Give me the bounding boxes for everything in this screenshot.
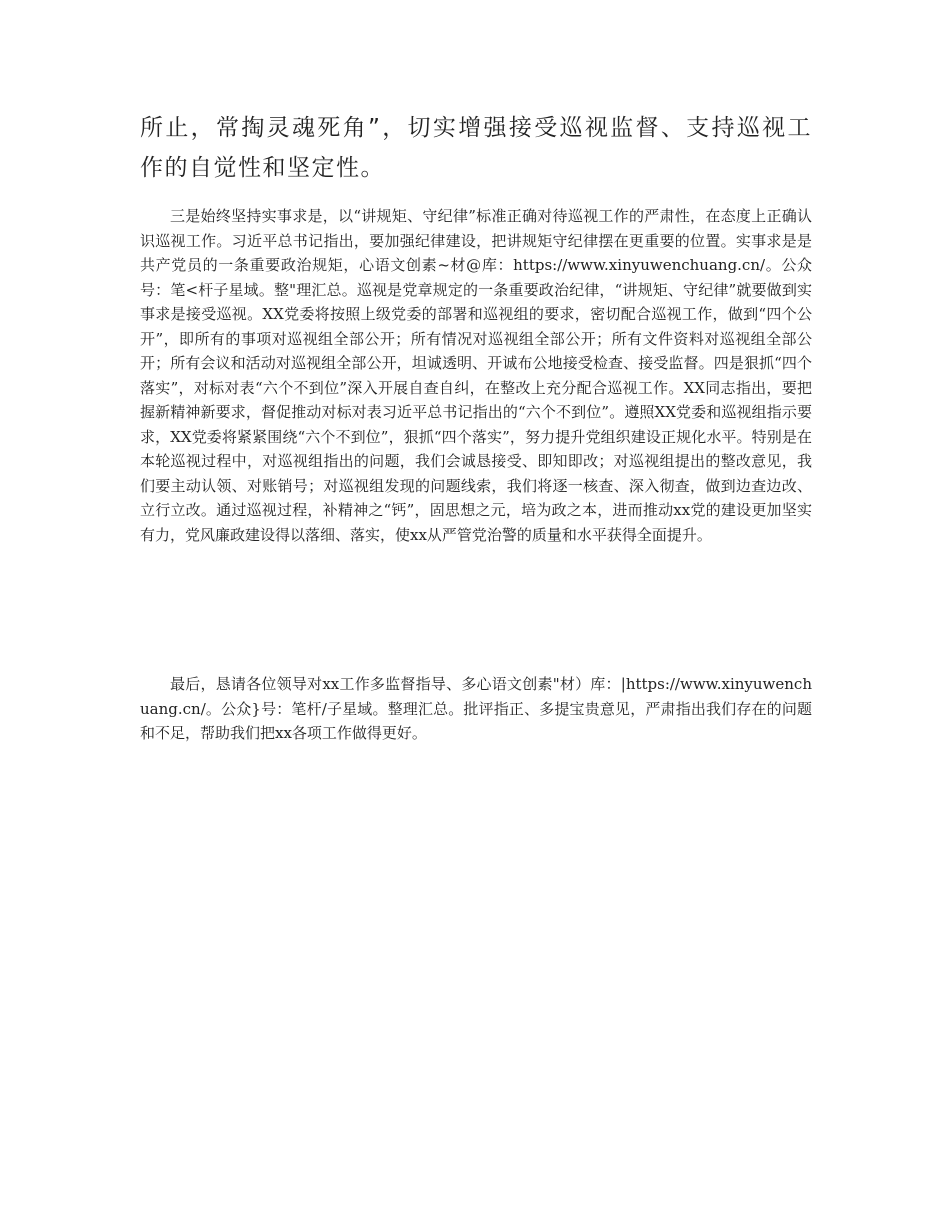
lead-paragraph: 所止，常掏灵魂死角”，切实增强接受巡视监督、支持巡视工作的自觉性和坚定性。 [140,115,812,181]
closing-paragraph: 最后，恳请各位领导对xx工作多监督指导、多心语文创素"材）库：|https://www.xinyuwenchuang.cn/。公众}号：笔杆/子星域。整理汇总。批评指正、多提宝贵意见，严肃指出我们存在的问题和不足，帮助我们把xx各项工作做得更好。 [140,675,812,742]
body-paragraph: 三是始终坚持实事求是，以“讲规矩、守纪律”标准正确对待巡视工作的严肃性，在态度上正确认识巡视工作。习近平总书记指出，要加强纪律建设，把讲规矩守纪律摆在更重要的位置。实事求是是共产党员的一条重要政治规矩，心语文创素~材@库：https://www.xinyuwenchuang.cn/。公众号：笔<杆子星域。整"理汇总。巡视是党章规定的一条重要政治纪律，“讲规矩、守纪律”就要做到实事求是接受巡视。XX党委将按照上级党委的部署和巡视组的要求，密切配合巡视工作，做到“四个公开”，即所有的事项对巡视组全部公开；所有情况对巡视组全部公开；所有文件资料对巡视组全部公开；所有会议和活动对巡视组全部公开，坦诚透明、开诚布公地接受检查、接受监督。四是狠抓“四个落实”，对标对表“六个不到位”深入开展自查自纠，在整改上充分配合巡视工作。XX同志指出，要把握新精神新要求，督促推动对标对表习近平总书记指出的“六个不到位”。遵照XX党委和巡视组指示要求，XX党委将紧紧围绕“六个不到位”，狠抓“四个落实”，努力提升党组织建设正规化水平。特别是在本轮巡视过程中，对巡视组指出的问题，我们会诚恳接受、即知即改；对巡视组提出的整改意见，我们要主动认领、对账销号；对巡视组发现的问题线索，我们将逐一核查、深入彻查，做到边查边改、立行立改。通过巡视过程，补精神之“钙”，固思想之元，培为政之本，进而推动xx党的建设更加坚实有力，党风廉政建设得以落细、落实，使xx从严管党治警的质量和水平获得全面提升。 [140,207,812,544]
